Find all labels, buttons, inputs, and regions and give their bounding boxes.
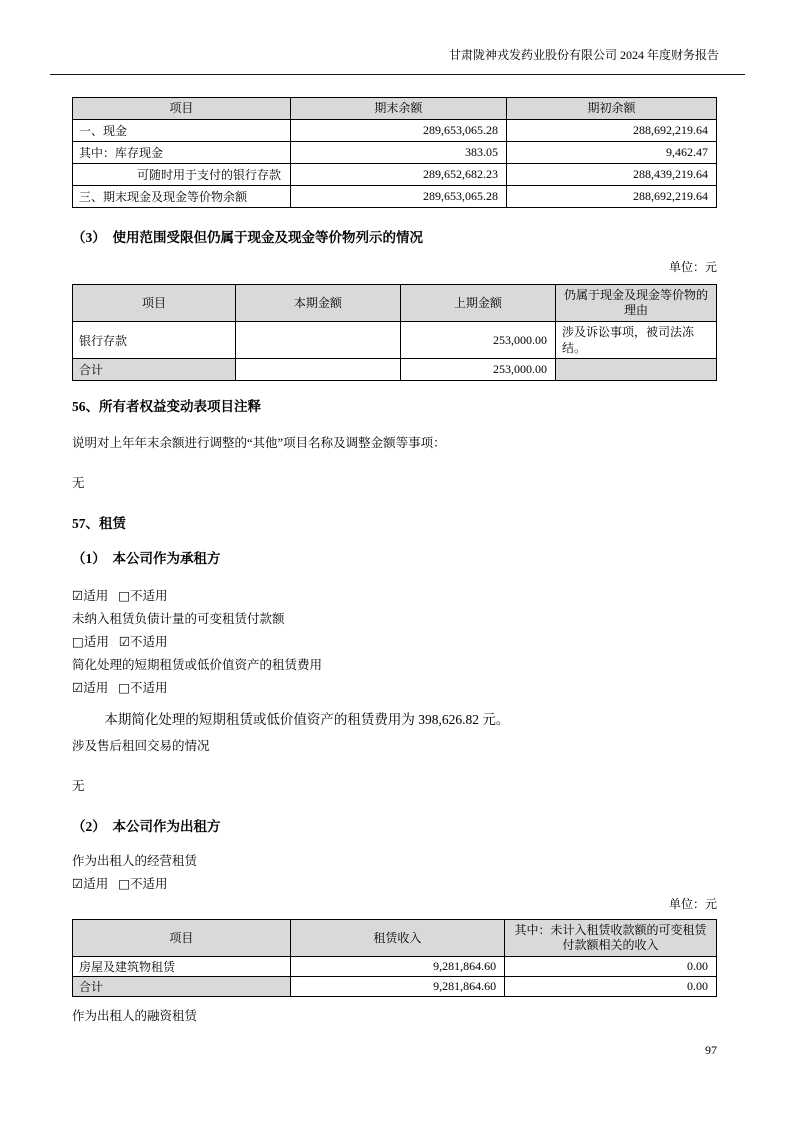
cell-income: 9,281,864.60 xyxy=(290,977,504,997)
checkbox-label: 适用 xyxy=(83,877,109,891)
cell-item: 房屋及建筑物租赁 xyxy=(73,957,291,977)
cell-item: 可随时用于支付的银行存款 xyxy=(73,164,291,186)
unit-label: 单位：元 xyxy=(668,260,717,274)
checkbox-unchecked-icon: □ xyxy=(118,876,131,891)
checkbox-unchecked-icon: □ xyxy=(118,588,131,603)
table-row xyxy=(73,186,717,208)
checkbox-label: 适用 xyxy=(83,589,109,603)
column-header-income: 租赁收入 xyxy=(290,920,504,957)
column-header-closing: 期末余额 xyxy=(290,98,506,120)
checkbox-label: 适用 xyxy=(83,681,109,695)
table-header-row xyxy=(73,98,717,120)
checkbox-label: 不适用 xyxy=(130,589,168,603)
table-header-row xyxy=(73,285,717,322)
line-variable-payments: 未纳入租赁负债计量的可变租赁付款额 xyxy=(72,612,285,626)
column-header-item: 项目 xyxy=(73,98,291,120)
section-heading-57: 57、租赁 xyxy=(72,516,126,531)
cell-current xyxy=(235,322,400,359)
section56-note: 说明对上年年末余额进行调整的“其他”项目名称及调整金额等事项： xyxy=(72,436,446,450)
section56-none: 无 xyxy=(72,476,85,490)
cell-opening: 288,439,219.64 xyxy=(507,164,717,186)
cell-current xyxy=(235,359,400,381)
cell-item: 一、现金 xyxy=(73,120,291,142)
table-row xyxy=(73,164,717,186)
short-term-lease-expense-paragraph: 本期简化处理的短期租赁或低价值资产的租赁费用为 398,626.82 元。 xyxy=(104,712,510,727)
table-total-row xyxy=(73,977,717,997)
cell-variable-income: 0.00 xyxy=(505,957,717,977)
table-row xyxy=(73,957,717,977)
checkbox-checked-icon: ☑ xyxy=(72,588,84,603)
unit-label: 单位：元 xyxy=(668,897,717,911)
page-number: 97 xyxy=(705,1043,717,1057)
table-total-row xyxy=(73,359,717,381)
checkbox-line-operating-lease xyxy=(72,877,717,891)
line-sale-leaseback: 涉及售后租回交易的情况 xyxy=(72,739,210,753)
cell-variable-income: 0.00 xyxy=(505,977,717,997)
checkbox-label: 不适用 xyxy=(130,681,168,695)
cell-item: 三、期末现金及现金等价物余额 xyxy=(73,186,291,208)
cell-income: 9,281,864.60 xyxy=(290,957,504,977)
table-row xyxy=(73,120,717,142)
checkbox-unchecked-icon: □ xyxy=(72,634,84,649)
cell-reason: 涉及诉讼事项，被司法冻结。 xyxy=(555,322,716,359)
column-header-reason: 仍属于现金及现金等价物的理由 xyxy=(555,285,716,322)
table-row xyxy=(73,322,717,359)
checkbox-label: 不适用 xyxy=(130,635,168,649)
cell-reason xyxy=(555,359,716,381)
cell-closing: 289,653,065.28 xyxy=(290,186,506,208)
report-header xyxy=(50,0,745,75)
line-simplified-lease: 简化处理的短期租赁或低价值资产的租赁费用 xyxy=(72,658,323,672)
cell-opening: 288,692,219.64 xyxy=(507,186,717,208)
checkbox-line-simplified-lease xyxy=(72,681,717,695)
line-operating-lease: 作为出租人的经营租赁 xyxy=(72,854,198,868)
cell-opening: 288,692,219.64 xyxy=(507,120,717,142)
restricted-cash-table xyxy=(72,284,717,381)
cell-item: 合计 xyxy=(73,977,291,997)
cell-prior: 253,000.00 xyxy=(400,359,555,381)
checkbox-checked-icon: ☑ xyxy=(72,876,84,891)
line-finance-lease: 作为出租人的融资租赁 xyxy=(72,1009,198,1023)
checkbox-line-variable-payments xyxy=(72,635,717,649)
column-header-prior: 上期金额 xyxy=(400,285,555,322)
lease-income-table xyxy=(72,919,717,997)
checkbox-checked-icon: ☑ xyxy=(118,634,131,649)
cell-opening: 9,462.47 xyxy=(507,142,717,164)
cash-equivalents-table xyxy=(72,97,717,208)
column-header-item: 项目 xyxy=(73,285,236,322)
cell-item: 其中：库存现金 xyxy=(73,142,291,164)
cell-item: 合计 xyxy=(73,359,236,381)
section-heading-restricted-cash: （3） 使用范围受限但仍属于现金及现金等价物列示的情况 xyxy=(72,230,423,245)
page-content xyxy=(0,97,793,1023)
column-header-variable-income: 其中：未计入租赁收款额的可变租赁付款额相关的收入 xyxy=(505,920,717,957)
cell-prior: 253,000.00 xyxy=(400,322,555,359)
column-header-current: 本期金额 xyxy=(235,285,400,322)
cell-closing: 383.05 xyxy=(290,142,506,164)
column-header-opening: 期初余额 xyxy=(507,98,717,120)
checkbox-unchecked-icon: □ xyxy=(118,680,131,695)
table-row xyxy=(73,142,717,164)
checkbox-label: 不适用 xyxy=(130,877,168,891)
report-header-title: 甘肃陇神戎发药业股份有限公司 2024 年度财务报告 xyxy=(448,48,719,62)
cell-item: 银行存款 xyxy=(73,322,236,359)
subsection-heading-lessee: （1） 本公司作为承租方 xyxy=(72,551,221,566)
checkbox-label: 适用 xyxy=(83,635,109,649)
column-header-item: 项目 xyxy=(73,920,291,957)
cell-closing: 289,652,682.23 xyxy=(290,164,506,186)
lessee-none: 无 xyxy=(72,779,85,793)
checkbox-checked-icon: ☑ xyxy=(72,680,84,695)
section-heading-56: 56、所有者权益变动表项目注释 xyxy=(72,399,261,414)
table-header-row xyxy=(73,920,717,957)
cell-closing: 289,653,065.28 xyxy=(290,120,506,142)
subsection-heading-lessor: （2） 本公司作为出租方 xyxy=(72,819,221,834)
checkbox-line-applicable xyxy=(72,589,717,603)
